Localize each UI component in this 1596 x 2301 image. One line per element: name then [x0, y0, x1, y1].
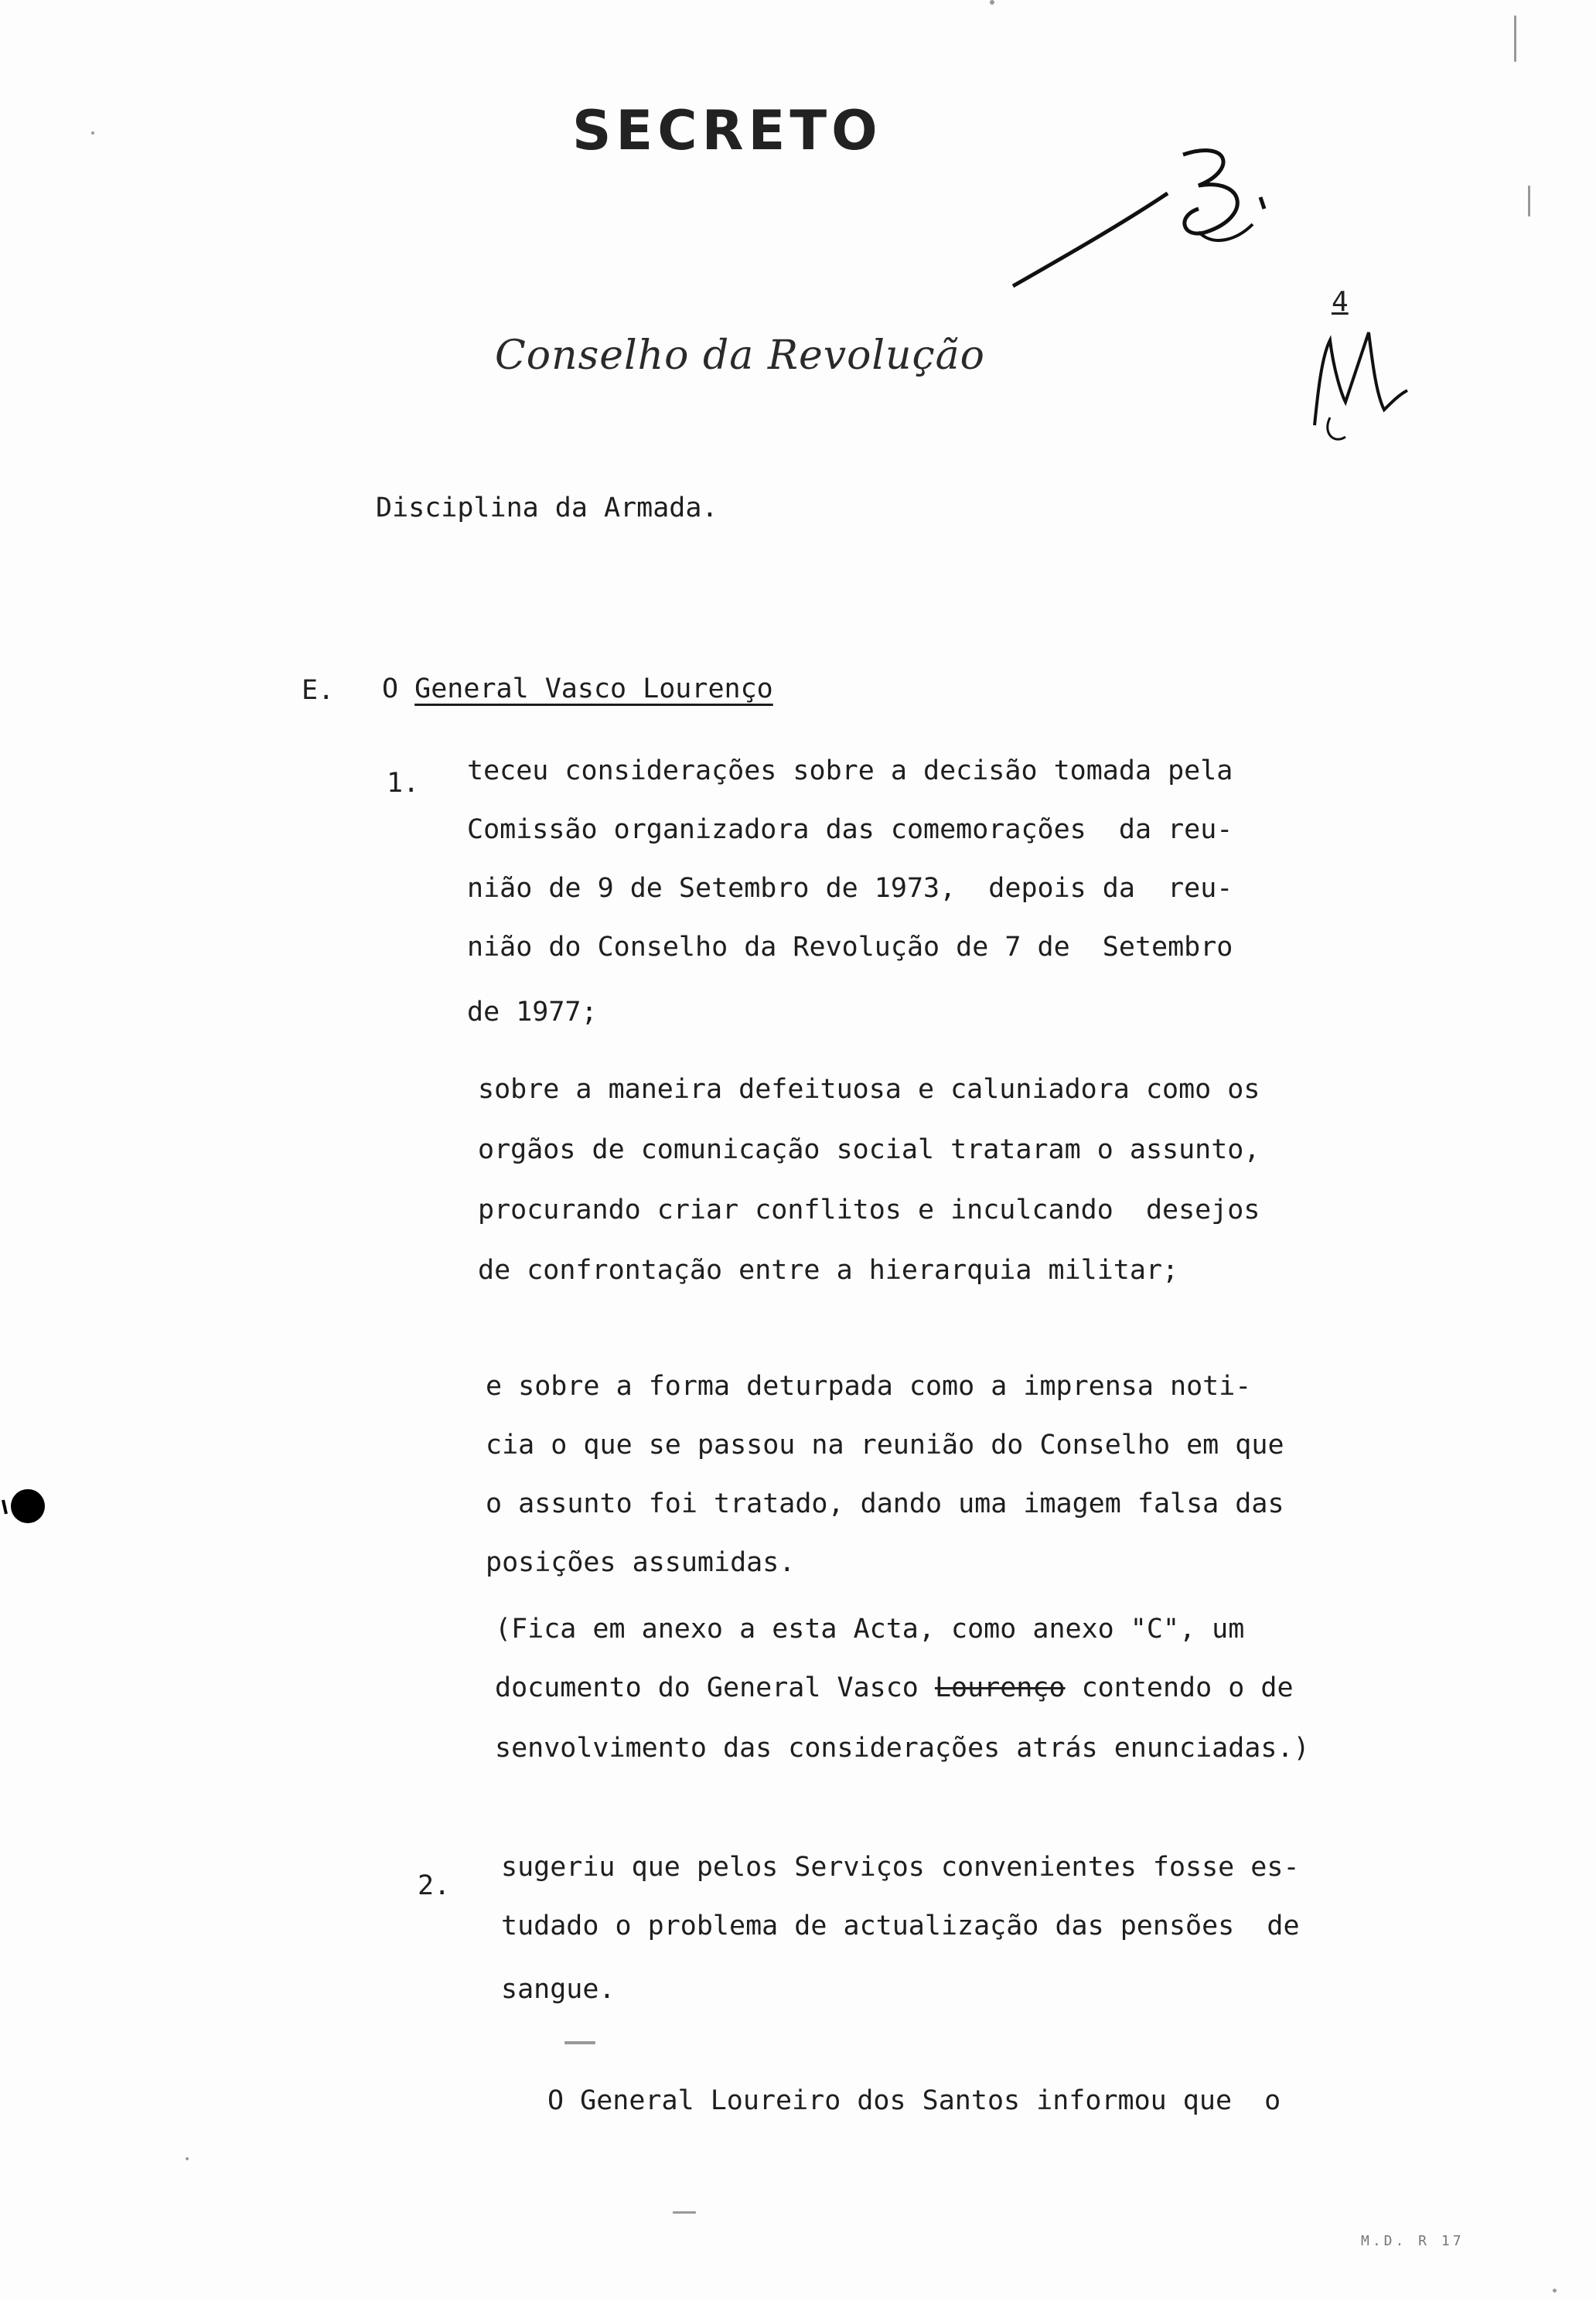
item-number-2: 2.	[418, 1870, 451, 1901]
paragraph-line: de confrontação entre a hierarquia militar;	[478, 1255, 1179, 1286]
paragraph-line: o assunto foi tratado, dando uma imagem falsa das	[486, 1488, 1284, 1519]
struck-text: Lourenço	[934, 1672, 1066, 1703]
paragraph-line: nião do Conselho da Revolução de 7 de Setembro	[467, 932, 1233, 963]
scan-artifact	[1514, 15, 1516, 62]
scan-artifact	[1528, 186, 1530, 216]
paragraph-line: sugeriu que pelos Serviços convenientes fosse es-	[501, 1852, 1300, 1883]
section-heading	[382, 673, 773, 704]
scan-artifact	[990, 0, 994, 5]
scan-artifact	[91, 131, 94, 135]
scan-artifact	[1553, 2289, 1557, 2292]
section-heading-text: General Vasco Lourenço	[414, 673, 773, 704]
scan-artifact	[673, 2211, 696, 2214]
paragraph-line: Comissão organizadora das comemorações da reu-	[467, 814, 1233, 845]
footer-code: M.D. R 17	[1361, 2233, 1465, 2249]
paragraph-line: cia o que se passou na reunião do Conselho em que	[486, 1430, 1284, 1461]
handwritten-initials	[1299, 309, 1415, 448]
scan-artifact	[564, 2041, 595, 2044]
annex-note-text: contendo o de	[1065, 1672, 1294, 1703]
subject-line: Disciplina da Armada.	[376, 493, 718, 523]
paragraph-line: e sobre a forma deturpada como a imprensa noti-	[486, 1371, 1252, 1402]
paragraph-line: orgãos de comunicação social trataram o assunto,	[478, 1134, 1260, 1165]
paragraph-line: teceu considerações sobre a decisão tomada pela	[467, 755, 1233, 786]
annex-note-line	[495, 1672, 1294, 1703]
paragraph-line: tudado o problema de actualização das pensões de	[501, 1911, 1300, 1941]
handwritten-signature	[1005, 124, 1284, 309]
letterhead: Conselho da Revolução	[495, 332, 985, 379]
annex-note-text: documento do General Vasco	[495, 1672, 935, 1703]
item-number-1: 1.	[387, 768, 420, 799]
page-number: 4	[1332, 286, 1349, 318]
classification-stamp: SECRETO	[572, 99, 882, 162]
section-letter: E.	[302, 675, 335, 706]
annex-note-line: (Fica em anexo a esta Acta, como anexo "C", um	[495, 1614, 1245, 1645]
paragraph-line: sangue.	[501, 1974, 616, 2005]
paragraph-line: procurando criar conflitos e inculcando desejos	[478, 1195, 1260, 1225]
scan-artifact	[186, 2157, 189, 2160]
punch-hole-mark	[0, 1483, 46, 1529]
annex-note-line: senvolvimento das considerações atrás enunciadas.)	[495, 1733, 1310, 1764]
paragraph-line: nião de 9 de Setembro de 1973, depois da reu-	[467, 873, 1233, 904]
paragraph-line: posições assumidas.	[486, 1547, 796, 1578]
paragraph-line: de 1977;	[467, 997, 598, 1028]
paragraph-line: sobre a maneira defeituosa e caluniadora como os	[478, 1074, 1260, 1105]
section-prefix: O	[382, 673, 415, 704]
closing-line: O General Loureiro dos Santos informou que o	[547, 2085, 1281, 2116]
